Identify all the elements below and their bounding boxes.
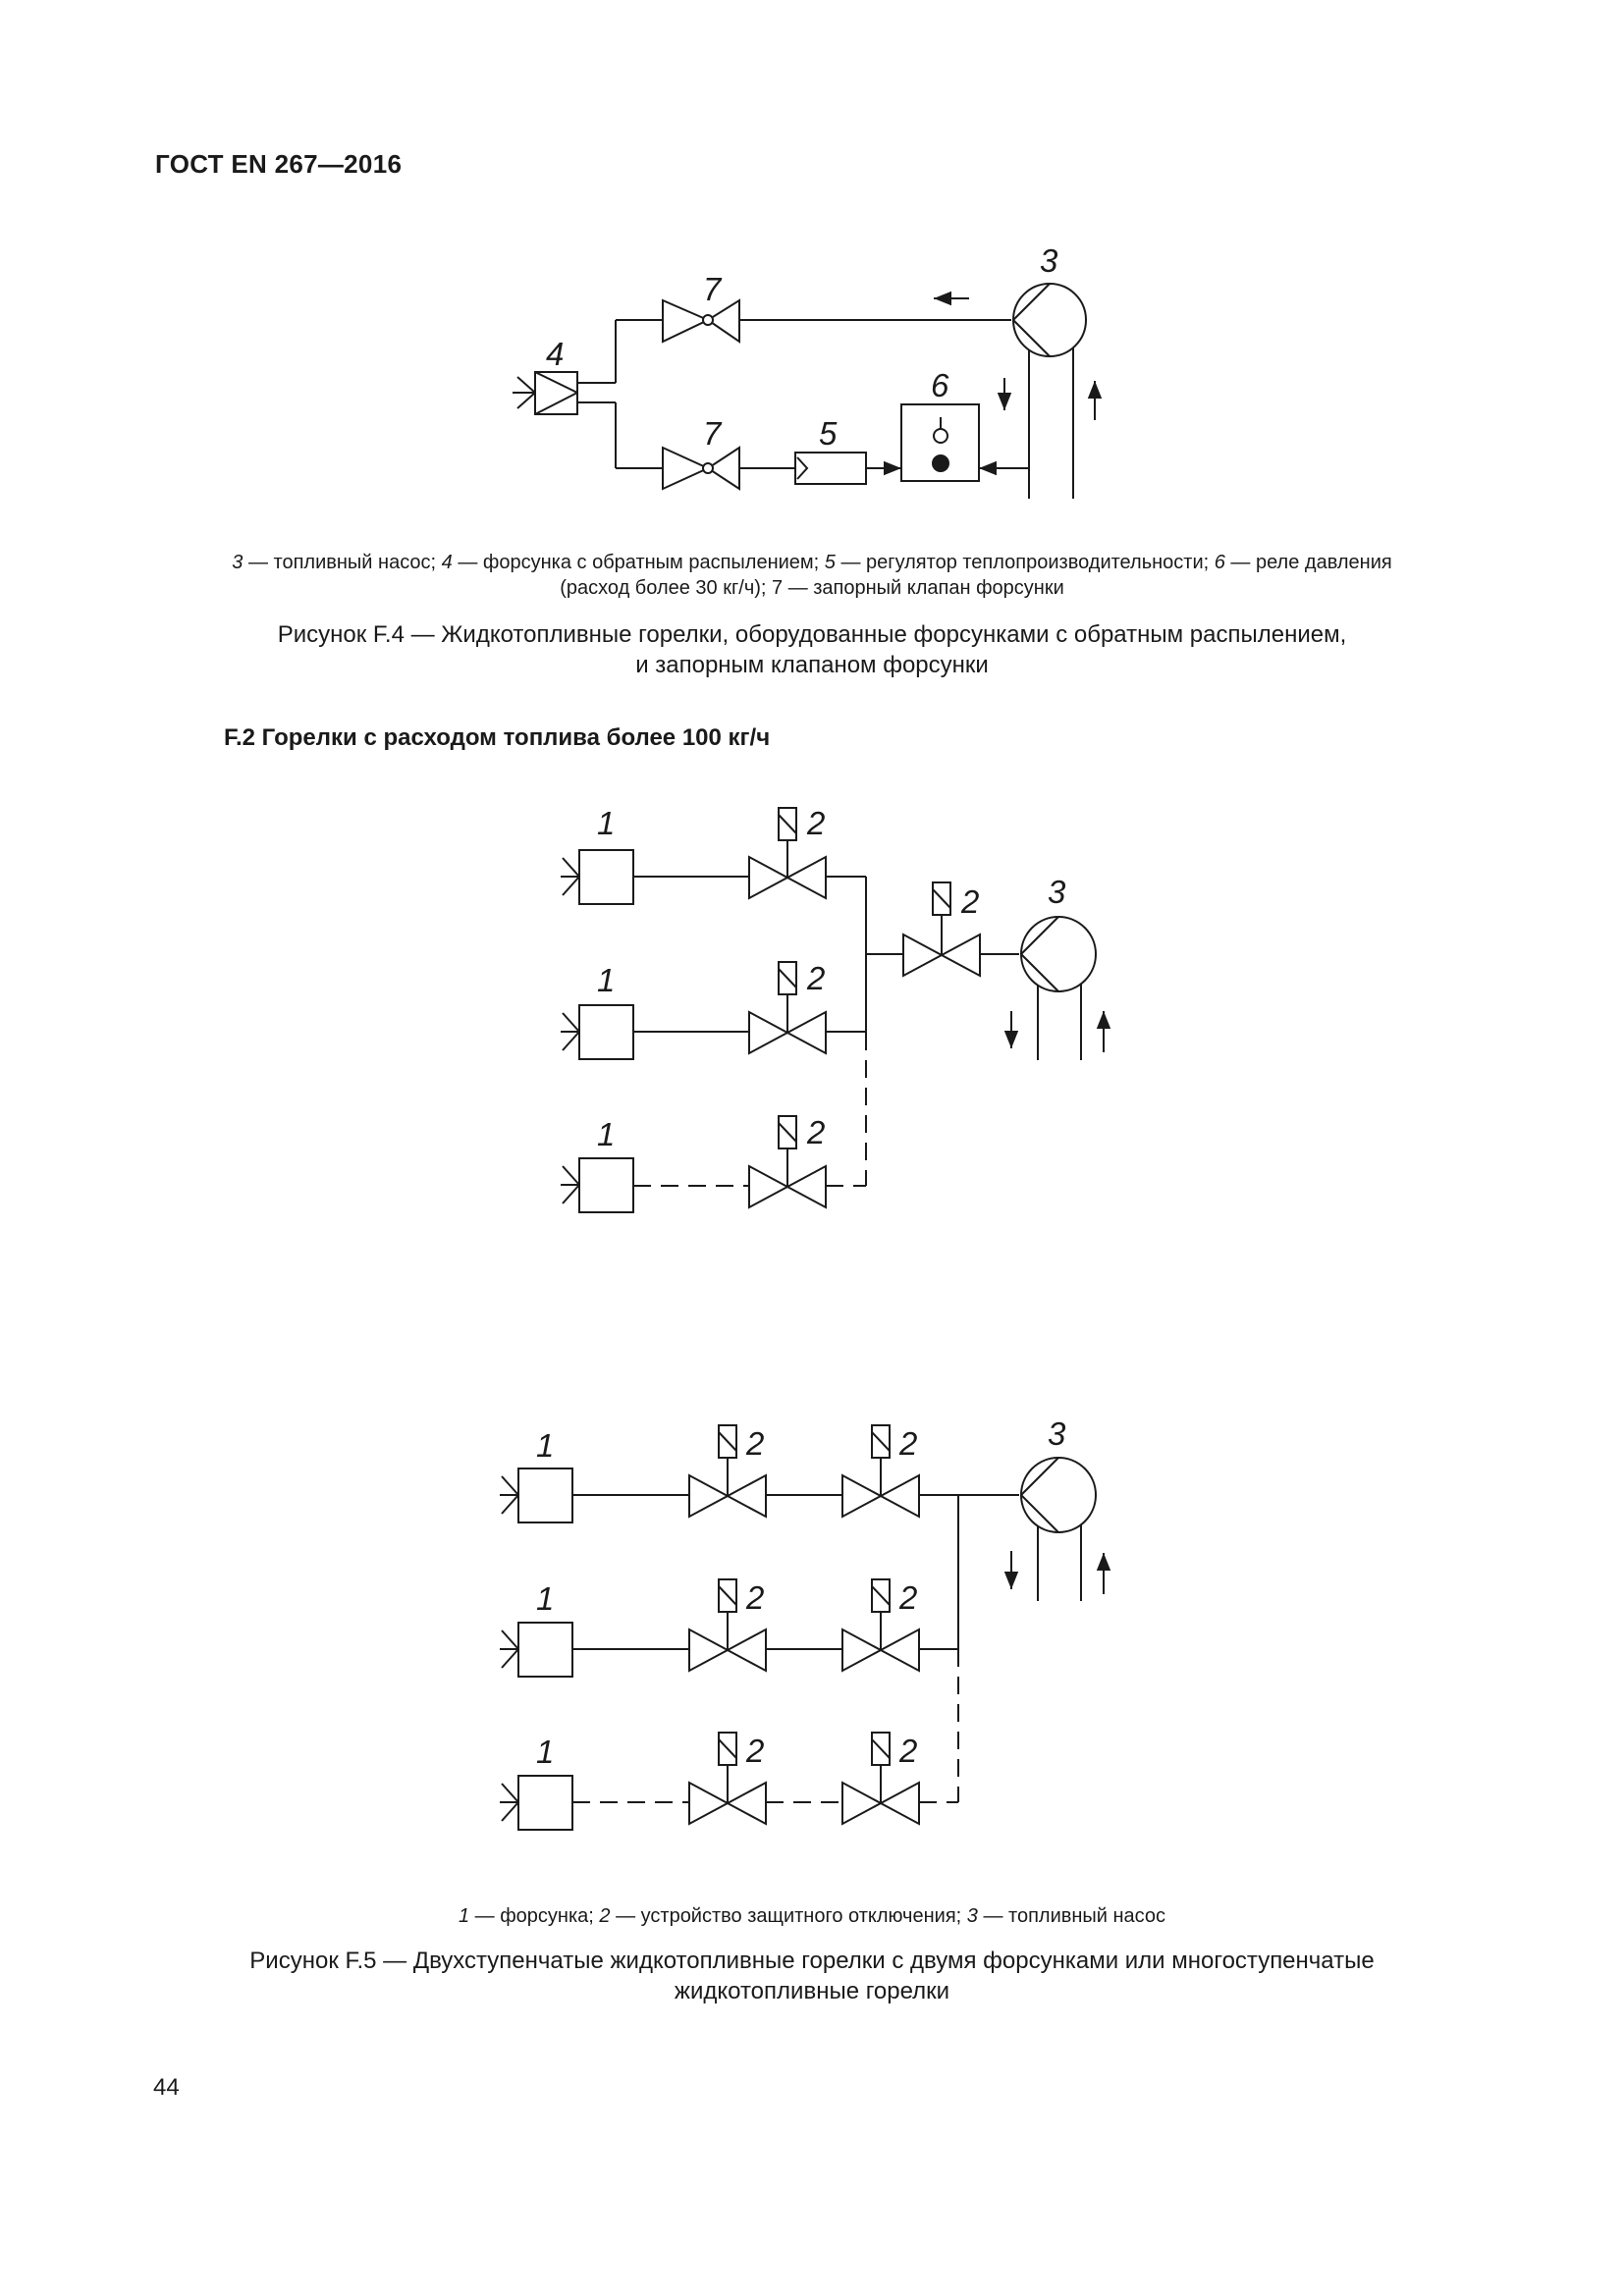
label-shutoff-r3: 2 [807,1114,826,1150]
label-nozzle-r1: 1 [597,805,616,841]
legend-text: — устройство защитного отключения; [610,1905,967,1927]
label-shutoff-r1b: 2 [899,1425,918,1462]
label-nozzle-r2: 1 [597,962,616,998]
fuel-pump-f5b [1021,1458,1096,1601]
label-pump-f4: 3 [1040,242,1058,279]
legend-text: — топливный насос [977,1905,1166,1927]
label-valve-bottom: 7 [703,415,722,452]
label-shutoff-r3a: 2 [746,1733,765,1769]
label-valve-top: 7 [703,271,722,307]
label-pump-f5b: 3 [1048,1415,1066,1452]
page-number: 44 [153,2074,180,2101]
label-nozzle-r3: 1 [597,1116,616,1152]
label-nozzle-r1: 1 [536,1427,555,1464]
label-shutoff-r3b: 2 [899,1733,918,1769]
figure-f5-legend [98,1903,1526,1929]
legend-text: — реле давления [1224,552,1392,573]
label-nozzle-r3: 1 [536,1734,555,1770]
label-nozzle-f4: 4 [546,336,565,372]
label-regulator: 5 [819,415,838,452]
legend-num: 6 [1214,552,1225,573]
label-shutoff-main: 2 [961,883,980,920]
legend-text: — топливный насос; [243,552,442,573]
legend-num: 3 [232,552,244,573]
caption-line-1: Рисунок F.4 — Жидкотопливные горелки, оборудованные форсунками с обратным распылением, [277,621,1347,648]
label-shutoff-r1: 2 [807,805,826,841]
nozzle-symbol [500,1468,572,1522]
caption-line-2: жидкотопливные горелки [674,1978,950,2004]
figure-f5-caption [98,1946,1526,2006]
nozzle-symbol [500,1623,572,1677]
legend-text: — регулятор теплопроизводительности; [835,552,1215,573]
label-nozzle-r2: 1 [536,1580,555,1617]
legend-num: 5 [824,552,836,573]
legend-num: 4 [441,552,453,573]
document-header: ГОСТ EN 267—2016 [155,149,403,179]
legend-text: — форсунка с обратным распылением; [452,552,825,573]
legend-num: 2 [599,1905,611,1927]
nozzle-symbol [500,1776,572,1830]
legend-num: 3 [966,1905,978,1927]
legend-text: — форсунка; [469,1905,600,1927]
label-relay: 6 [931,367,949,403]
section-heading: F.2 Горелки с расходом топлива более 100 кг/ч [224,724,771,751]
legend-num: 1 [458,1905,470,1927]
label-shutoff-r1a: 2 [746,1425,765,1462]
label-pump-f5a: 3 [1048,874,1066,910]
caption-line-2: и запорным клапаном форсунки [635,652,989,678]
legend-line-2: (расход более 30 кг/ч); 7 — запорный клапан форсунки [560,577,1064,599]
caption-line-1: Рисунок F.5 — Двухступенчатые жидкотопливные горелки с двумя форсунками или многоступенчатые [249,1948,1375,1974]
label-shutoff-r2a: 2 [746,1579,765,1616]
label-shutoff-r2b: 2 [899,1579,918,1616]
label-shutoff-r2: 2 [807,960,826,996]
